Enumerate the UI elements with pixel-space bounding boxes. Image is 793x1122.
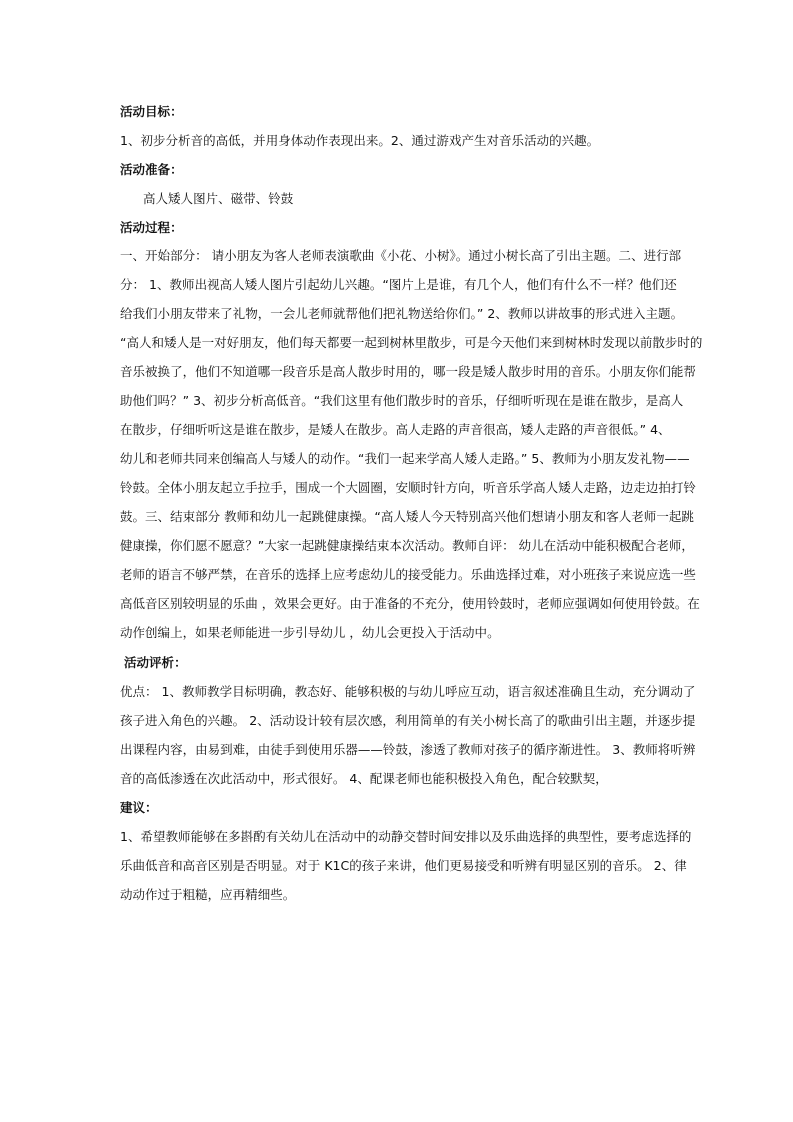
process-line: 铃鼓。全体小朋友起立手拉手，围成一个大圆圈，安顺时针方向，听音乐学高人矮人走路，边走边拍打铃 [120,480,696,495]
prep-text: 高人矮人图片、磁带、铃鼓 [143,191,294,206]
process-line: “高人和矮人是一对好朋友，他们每天都要一起到树林里散步，可是今天他们来到树林时发现以前散步时的 [120,335,703,350]
process-line: 动作创编上，如果老师能进一步引导幼儿 ，幼儿会更投入于活动中。 [120,625,500,640]
goal-text: 1、初步分析音的高低，并用身体动作表现出来。2、通过游戏产生对音乐活动的兴趣。 [120,133,600,148]
advice-line: 1、希望教师能够在多斟酌有关幼儿在活动中的动静交替时间安排以及乐曲选择的典型性，要考虑选择的 [120,829,692,844]
process-line: 音乐被换了，他们不知道哪一段音乐是高人散步时用的，哪一段是矮人散步时用的音乐。小朋友你们能帮 [120,364,696,379]
process-line: 在散步，仔细听听这是谁在散步，是矮人在散步。高人走路的声音很高，矮人走路的声音很低。” 4、 [120,422,671,437]
review-line: 优点： 1、教师教学目标明确，教态好、能够积极的与幼儿呼应互动，语言叙述准确且生动，充分调动了 [120,684,696,699]
review-line: 出课程内容，由易到难，由徒手到使用乐器——铃鼓，渗透了教师对孩子的循序渐进性。 3、教师将听辨 [120,742,696,757]
review-line: 音的高低渗透在次此活动中，形式很好。 4、配课老师也能积极投入角色，配合较默契， [120,771,608,786]
process-line: 健康操，你们愿不愿意？”大家一起跳健康操结束本次活动。教师自评： 幼儿在活动中能积极配合老师， [120,538,694,553]
process-line: 老师的语言不够严禁，在音乐的选择上应考虑幼儿的接受能力。乐曲选择过难，对小班孩子来说应选一些 [120,567,696,582]
process-line: 分： 1、教师出视高人矮人图片引起幼儿兴趣。“图片上是谁，有几个人，他们有什么不一样？他们还 [120,277,677,292]
process-heading: 活动过程： [120,220,183,235]
advice-line: 动动作过于粗糙，应再精细些。 [120,887,296,902]
advice-heading: 建议： [120,800,158,815]
review-line: 孩子进入角色的兴趣。 2、活动设计较有层次感，利用简单的有关小树长高了的歌曲引出主题，并逐步提 [120,713,696,728]
review-heading: 活动评析： [124,655,187,670]
advice-line: 乐曲低音和高音区别是否明显。对于 K1C的孩子来讲，他们更易接受和听辨有明显区别的音乐。 2、律 [120,858,687,873]
process-line: 幼儿和老师共同来创编高人与矮人的动作。“我们一起来学高人矮人走路。” 5、教师为小朋友发礼物—— [120,451,690,466]
process-line: 一、开始部分： 请小朋友为客人老师表演歌曲《小花、小树》。通过小树长高了引出主题。二、进行部 [120,248,682,263]
process-line: 给我们小朋友带来了礼物，一会儿老师就帮他们把礼物送给你们。” 2、教师以讲故事的形式进入主题。 [120,306,684,321]
goal-heading: 活动目标： [120,104,183,119]
process-line: 高低音区别较明显的乐曲 ，效果会更好。由于准备的不充分，使用铃鼓时，老师应强调如何使用铃鼓。在 [120,596,700,611]
process-line: 助他们吗？” 3、初步分析高低音。“我们这里有他们散步时的音乐，仔细听听现在是谁在散步，是高人 [120,393,684,408]
prep-heading: 活动准备： [120,162,183,177]
process-line: 鼓。三、结束部分 教师和幼儿一起跳健康操。“高人矮人今天特别高兴他们想请小朋友和客人老师一起跳 [120,509,694,524]
